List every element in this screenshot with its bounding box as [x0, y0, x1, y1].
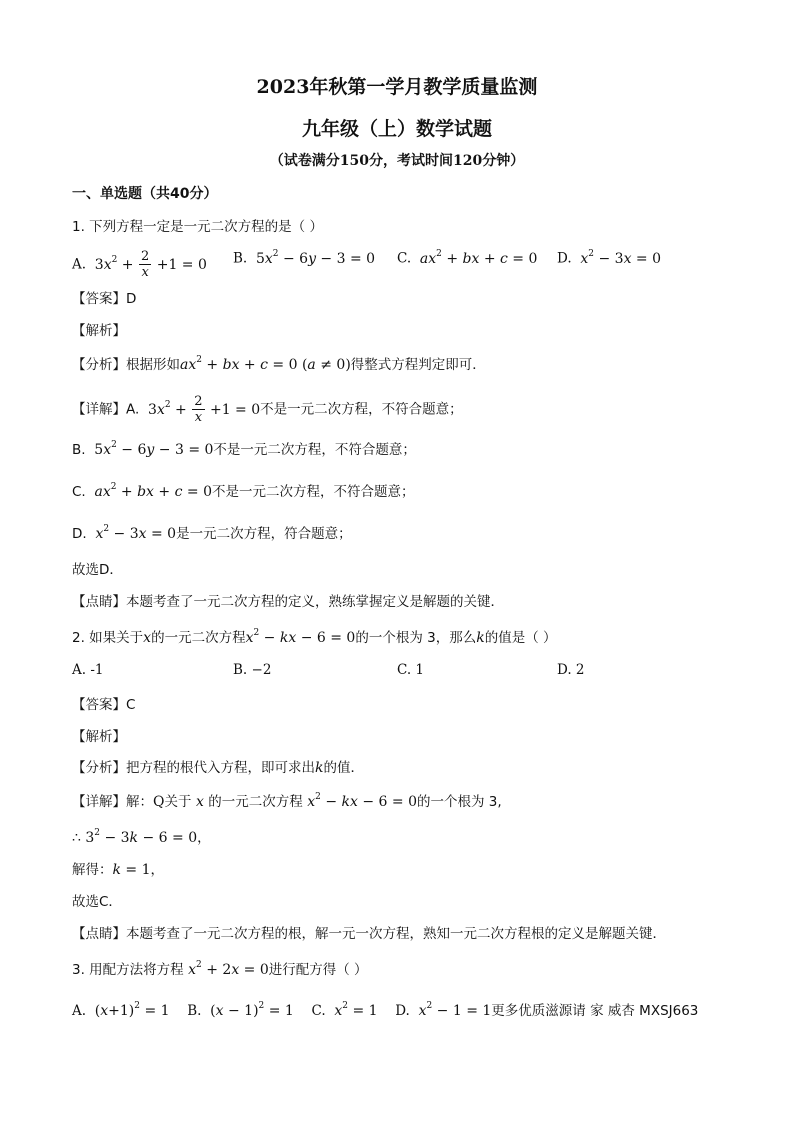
q2-stem: 2. 如果关于x的一元二次方程$x^2$ − kx − 6 = 0的一个根为 3，那么k的值是（ ）	[72, 628, 557, 646]
q2-option-a: A. -1	[72, 662, 104, 678]
q1-option-c	[397, 250, 537, 267]
q2-option-b: B. −2	[233, 662, 272, 678]
watermark-text: 更多优质滋源请 家 威杏 MXSJ663	[491, 1003, 699, 1019]
q2-answer: 【答案】C	[72, 697, 136, 713]
q1-detail-d: D. $x^2 - 3x = 0$是一元二次方程，符合题意；	[72, 524, 352, 542]
q2-choose: 故选C．	[72, 894, 122, 910]
exam-note: （试卷满分150分，考试时间120分钟）	[269, 153, 525, 169]
exam-title: 2023年秋第一学月教学质量监测	[256, 76, 538, 98]
q2-comment: 【点睛】本题考查了一元二次方程的根，解一元一次方程，熟知一元二次方程根的定义是解题关键．	[72, 926, 666, 942]
option-label: D.	[395, 1003, 410, 1019]
option-label: C.	[397, 250, 412, 267]
q1-answer: 【答案】D	[72, 291, 137, 307]
option-label: A.	[72, 1003, 87, 1019]
option-label: D.	[557, 250, 572, 267]
q1-option-b	[233, 250, 375, 267]
option-label: A.	[72, 256, 87, 273]
q2-detail: 【详解】解：Q关于 x 的一元二次方程 $x^2$ − kx − 6 = 0的一个根为 3,	[72, 792, 502, 810]
q1-option-d	[557, 250, 661, 267]
q1-comment: 【点睛】本题考查了一元二次方程的定义，熟练掌握定义是解题的关键．	[72, 594, 504, 610]
q2-analysis: 【分析】把方程的根代入方程，即可求出k的值．	[72, 760, 364, 776]
q2-solve: 解得：k = 1，	[72, 862, 165, 878]
q1-detail-b: B. $5x^2 - 6y - 3 = 0$不是一元二次方程，不符合题意；	[72, 440, 416, 458]
q1-stem: 1. 下列方程一定是一元二次方程的是（ ）	[72, 219, 323, 235]
q1-option-c-math: $ax^2$ + bx + c = 0	[419, 249, 538, 267]
q1-option-a-math: $3x^2$ + $\frac{2}{x}$ +1 = 0	[90, 249, 207, 280]
q1-option-d-math: $x^2 - 3x = 0$	[580, 249, 662, 267]
q1-choose: 故选D．	[72, 562, 123, 578]
q1-option-a	[72, 250, 207, 279]
q1-option-b-math: $5x^2 - 6y - 3 = 0$	[251, 249, 376, 267]
q2-option-d: D. 2	[557, 662, 585, 678]
option-label: B.	[233, 250, 248, 267]
q1-analysis: 【分析】根据形如$ax^2$ + bx + c = 0 (a ≠ 0)得整式方程判定即可．	[72, 355, 486, 373]
q2-step2: ∴ $3^2 - 3k - 6 = 0$，	[72, 828, 211, 846]
option-label: B.	[187, 1003, 202, 1019]
q3-stem: 3. 用配方法将方程 $x^2 + 2x = 0$进行配方得（ ）	[72, 960, 368, 978]
q3-options: A. $(x+1)^2 = 1$ B. $(x - 1)^2 = 1$ C. $x^2 = 1$ D. $x^2 - 1 = 1$更多优质滋源请 家 威杏 MXSJ663	[72, 1001, 699, 1019]
q1-jiexi: 【解析】	[72, 323, 126, 339]
q1-detail-c: C. $ax^2$ + bx + c = 0不是一元二次方程，不符合题意；	[72, 482, 415, 500]
option-label: C.	[311, 1003, 326, 1019]
q2-jiexi: 【解析】	[72, 729, 126, 745]
q1-detail-a: 【详解】A. $3x^2$ + $\frac{2}{x}$ +1 = 0不是一元二次方程，不符合题意；	[72, 394, 463, 425]
q2-option-c: C. 1	[397, 662, 425, 678]
section-heading: 一、单选题（共40分）	[72, 186, 218, 202]
exam-subtitle: 九年级（上）数学试题	[301, 118, 492, 140]
